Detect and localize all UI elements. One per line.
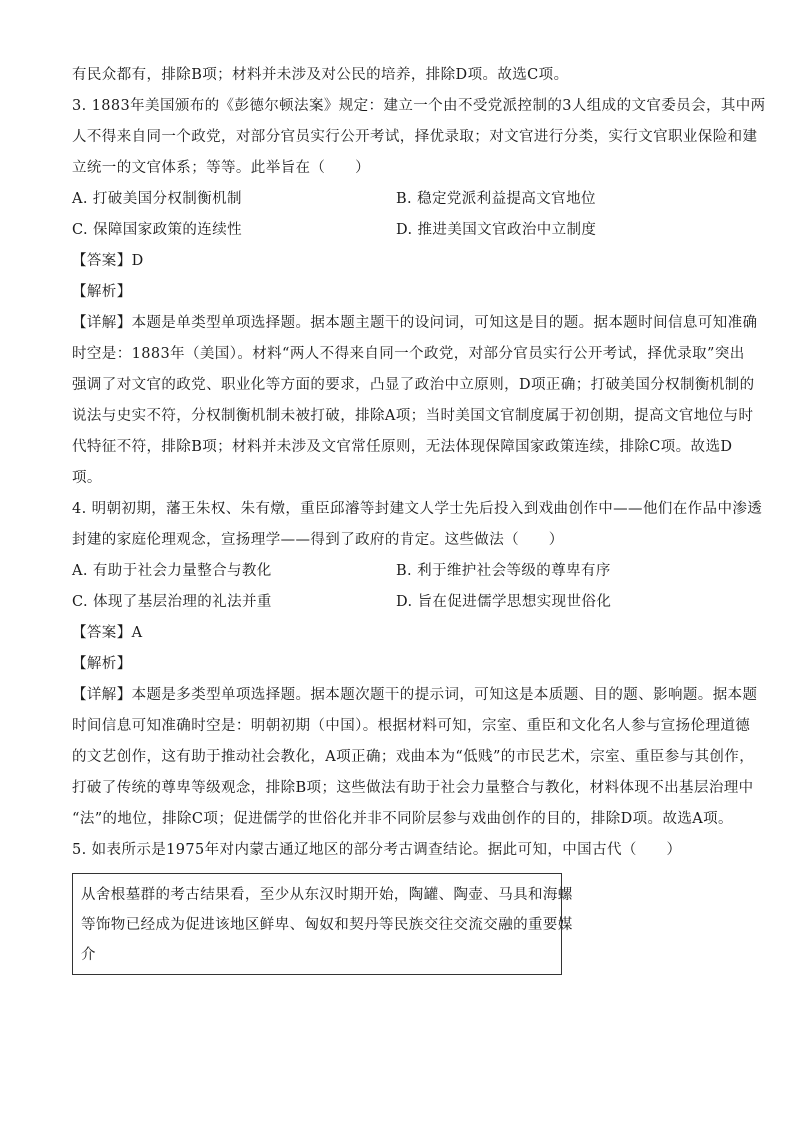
q3-options-row-1	[72, 184, 728, 215]
q4-options-row-1	[72, 556, 728, 587]
explanation-line: 【详解】本题是单类型单项选择题。据本题主题干的设问词，可知这是目的题。据本题时间信息可知准确	[72, 315, 758, 331]
answer-label: 【答案】D	[72, 253, 144, 269]
explanation-line: 时间信息可知准确时空是：明朝初期（中国）。根据材料可知，宗室、重臣和文化名人参与宣扬伦理道德	[72, 718, 751, 734]
text-line: 有民众都有，排除B项；材料并未涉及对公民的培养，排除D项。故选C项。	[72, 67, 569, 83]
text-line: 人不得来自同一个政党，对部分官员实行公开考试，择优录取；对文官进行分类，实行文官职业保险和建	[72, 129, 758, 145]
answer-label: 【答案】A	[72, 625, 143, 641]
table-text-line: 介	[81, 947, 96, 963]
text-line: 封建的家庭伦理观念，宣扬理学——得到了政府的肯定。这些做法（ ）	[72, 532, 564, 548]
explanation-line: 时空是：1883年（美国）。材料“两人不得来自同一个政党，对部分官员实行公开考试，择优录取”突出	[72, 346, 745, 362]
explanation-line: 强调了对文官的政党、职业化等方面的要求，凸显了政治中立原则，D项正确；打破美国分权制衡机制的	[72, 377, 755, 393]
question-4-stem: 4. 明朝初期，藩王朱权、朱有燉，重臣邱濬等封建文人学士先后投入到戏曲创作中——他们在作品中渗透	[72, 501, 763, 517]
analysis-label: 【解析】	[72, 284, 132, 300]
q4-option-a: A. 有助于社会力量整合与教化	[72, 563, 272, 579]
table-text-line: 等饰物已经成为促进该地区鲜卑、匈奴和契丹等民族交往交流交融的重要媒	[81, 917, 573, 933]
text-line: 立统一的文官体系；等等。此举旨在（ ）	[72, 160, 370, 176]
analysis-label: 【解析】	[72, 656, 132, 672]
explanation-line: 项。	[72, 470, 102, 486]
question-5-stem: 5. 如表所示是1975年对内蒙古通辽地区的部分考古调查结论。据此可知，中国古代（ ）	[72, 842, 682, 858]
q3-option-b: B. 稳定党派利益提高文官地位	[396, 191, 596, 207]
q3-option-c: C. 保障国家政策的连续性	[72, 222, 242, 238]
explanation-line: 【详解】本题是多类型单项选择题。据本题次题干的提示词，可知这是本质题、目的题、影响题。据本题	[72, 687, 758, 703]
question-3-stem: 3. 1883年美国颁布的《彭德尔顿法案》规定：建立一个由不受党派控制的3人组成的文官委员会，其中两	[72, 98, 766, 114]
explanation-line: 打破了传统的尊卑等级观念，排除B项；这些做法有助于社会力量整合与教化，材料体现不出基层治理中	[72, 780, 754, 796]
q3-options-row-2	[72, 215, 728, 246]
material-table-box	[72, 873, 573, 975]
explanation-line: 说法与史实不符，分权制衡机制未被打破，排除A项；当时美国文官制度属于初创期，提高文官地位与时	[72, 408, 754, 424]
q4-option-d: D. 旨在促进儒学思想实现世俗化	[396, 594, 612, 610]
q4-option-b: B. 利于维护社会等级的尊卑有序	[396, 563, 611, 579]
explanation-line: “法”的地位，排除C项；促进儒学的世俗化并非不同阶层参与戏曲创作的目的，排除D项。故选A项。	[72, 811, 733, 827]
explanation-line: 代特征不符，排除B项；材料并未涉及文官常任原则，无法体现保障国家政策连续，排除C项。故选D	[72, 439, 733, 455]
table-text-line: 从舍根墓群的考古结果看，至少从东汉时期开始，陶罐、陶壶、马具和海螺	[81, 887, 573, 903]
q3-option-d: D. 推进美国文官政治中立制度	[396, 222, 597, 238]
q4-option-c: C. 体现了基层治理的礼法并重	[72, 594, 272, 610]
q3-option-a: A. 打破美国分权制衡机制	[72, 191, 242, 207]
q4-options-row-2	[72, 587, 728, 618]
document-page	[72, 60, 766, 866]
explanation-line: 的文艺创作，这有助于推动社会教化，A项正确；戏曲本为“低贱”的市民艺术，宗室、重臣参与其创作，	[72, 749, 755, 765]
